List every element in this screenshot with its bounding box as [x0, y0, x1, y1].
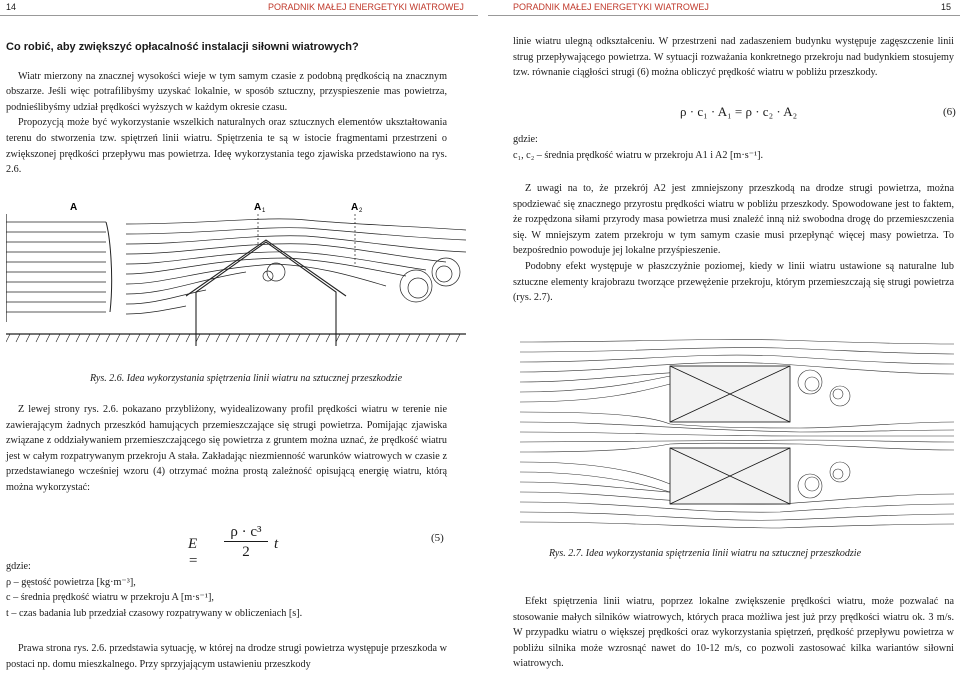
label-a2-sub: 2: [359, 208, 363, 214]
left-paragraph-3: Z lewej strony rys. 2.6. pokazano przybliżony, wyidealizowany profil prędkości wiatru w terenie nie zawierającym żadnych przeszkód hamujących przemieszczające się strugi powietrza. Pomijając zjawiska związane z oddziaływaniem przemieszczającego się powietrza z gruntem można uznać, że prędkość wiatru jest w całym rozpatrywanym przekroju A stała. Zakładając niezmienność warunków wiatrowych w czasie z przedstawianego wcześniej wzoru (4) otrzymać można prostą zależność opisującą energię wiatru, którą można wykorzystać:: [6, 404, 447, 493]
def-c1-c2: c₁, c₂ – średnia prędkość wiatru w przekroju A1 i A2 [m·s⁻¹].: [513, 149, 764, 161]
section-heading: Co robić, aby zwiększyć opłacalność instalacji siłowni wiatrowych?: [6, 41, 359, 53]
left-header-rule: [0, 15, 478, 16]
eq6-number: (6): [943, 106, 956, 118]
right-header-rule: [488, 15, 960, 16]
def-c: c – średnia prędkość wiatru w przekroju A [m·s⁻¹],: [6, 592, 214, 604]
right-running-title: PORADNIK MAŁEJ ENERGETYKI WIATROWEJ: [513, 2, 709, 12]
left-column-top: [6, 40, 447, 178]
figure-2-7-caption: Rys. 2.7. Idea wykorzystania spiętrzenia linii wiatru na sztucznej przeszkodzie: [549, 548, 862, 559]
right-column-middle: [513, 181, 954, 306]
right-paragraph-3: Podobny efekt występuje w płaszczyźnie poziomej, kiedy w linii wiatru ustawione są naturalne lub sztuczne elementy krajobrazu tworzące przewężenie przekroju, którym przemieszczają się strugi powietrza (rys. 2.7).: [513, 260, 954, 304]
right-page-number: 15: [941, 2, 952, 12]
label-a1-sub: 1: [262, 208, 266, 214]
right-paragraph-4: Efekt spiętrzenia linii wiatru, poprzez lokalne zwiększenie prędkości wiatru, może pozwalać na stosowanie małych silników wiatrowych, których praca możliwa jest już przy prędkości wiatru ok. 3 m/s. W przypadku wiatru o większej prędkości oraz wykorzystania spiętrzeń, prędkość przepływu powietrza w pobliżu silnika może wzrosnąć nawet do 10-12 m/s, co pozwoli zastosować kilka wariantów siłowni wiatrowych.: [513, 596, 954, 670]
equation-6: ρ · c₁ · A₁ = ρ · c₂ · A₂: [680, 104, 798, 119]
right-paragraph-1: linie wiatru ulegną odkształceniu. W przestrzeni nad zadaszeniem budynku występuje zagęszczenie linii strug przepływającego powietrza. W sytuacji rozważania konkretnego przekroju nad budynkiem stosujemy tzw. równanie ciągłości strugi (6) można obliczyć prędkość wiatru w pobliżu przeszkody.: [513, 36, 954, 79]
label-a2: A: [351, 202, 359, 213]
figure-2-7: [520, 336, 954, 532]
right-column-top: [513, 34, 954, 81]
left-paragraph-1: Wiatr mierzony na znacznej wysokości wieje w tym samym czasie z podobną prędkością na znacznym obszarze. Jeśli więc potrafilibyśmy uzyskać lokalnie, w sposób sztuczny, przyspieszenie mas powietrza, podnieślibyśmy udział prędkości wyższych w każdym okresie czasu.: [6, 70, 447, 113]
label-a1: A: [254, 202, 262, 213]
left-definitions: [6, 559, 447, 621]
label-a: A: [70, 202, 78, 213]
eq5-lhs: E =: [188, 536, 199, 569]
eq5-number: (5): [431, 532, 444, 544]
right-paragraph-2: Z uwagi na to, że przekrój A2 jest zmniejszony przeszkodą na drodze strugi powietrza, można spodziewać się znacznego przyrostu prędkości wiatru w pobliżu przeszkody. Spowodowane jest to faktem, że rozpędzona siłami przyrody masa powietrza musi znaleźć inną niż swobodna drogę do przemieszczenia się. W mniejszym zatem przekroju w tym samym czasie musi przepłynąć więcej masy powietrza. To bezpośrednio powoduje jej lokalne przyśpieszenie.: [513, 183, 954, 257]
right-where-label: gdzie:: [513, 134, 538, 145]
right-definitions: [513, 132, 954, 163]
streamlines: [126, 219, 466, 314]
lower-obstacle: [670, 448, 790, 504]
left-where-label: gdzie:: [6, 561, 31, 572]
upper-obstacle: [670, 366, 790, 422]
ground-hatching: [6, 334, 460, 342]
left-page-number: 14: [6, 2, 17, 12]
left-column-end: [6, 641, 447, 672]
left-paragraph-4: Prawa strona rys. 2.6. przedstawia sytuację, w której na drodze strugi powietrza występuje przeszkoda w postaci np. domu mieszkalnego. Przy sprzyjającym ustawieniu przeszkody: [6, 643, 447, 670]
eq5-rhs: t: [274, 536, 279, 552]
left-paragraph-2: Propozycją może być wykorzystanie wszelkich naturalnych oraz sztucznych elementów ukształtowania terenu do stworzenia tzw. spiętrzeń linii wiatru. Spiętrzenia te są w istocie fragmentami przestrzeni o zwiększonej prędkości przepływu mas powietrza. Ideę wykorzystania tego zjawiska przedstawiono na rys. 2.6.: [6, 117, 447, 176]
def-t: t – czas badania lub przedział czasowy rozpatrywany w obliczeniach [s].: [6, 607, 303, 619]
figure-2-6: [6, 196, 466, 346]
figure-2-6-caption: Rys. 2.6. Idea wykorzystania spiętrzenia linii wiatru na sztucznej przeszkodzie: [90, 373, 403, 384]
uniform-profile-arrows: [6, 214, 112, 322]
right-column-bottom: [513, 594, 954, 672]
left-running-title: PORADNIK MAŁEJ ENERGETYKI WIATROWEJ: [268, 2, 464, 12]
def-rho: ρ – gęstość powietrza [kg·m⁻³],: [6, 576, 136, 588]
eq5-denominator: 2: [242, 544, 250, 560]
house-obstacle: [186, 240, 346, 346]
eq5-numerator: ρ · c³: [224, 524, 268, 542]
left-column-bottom: [6, 402, 447, 496]
